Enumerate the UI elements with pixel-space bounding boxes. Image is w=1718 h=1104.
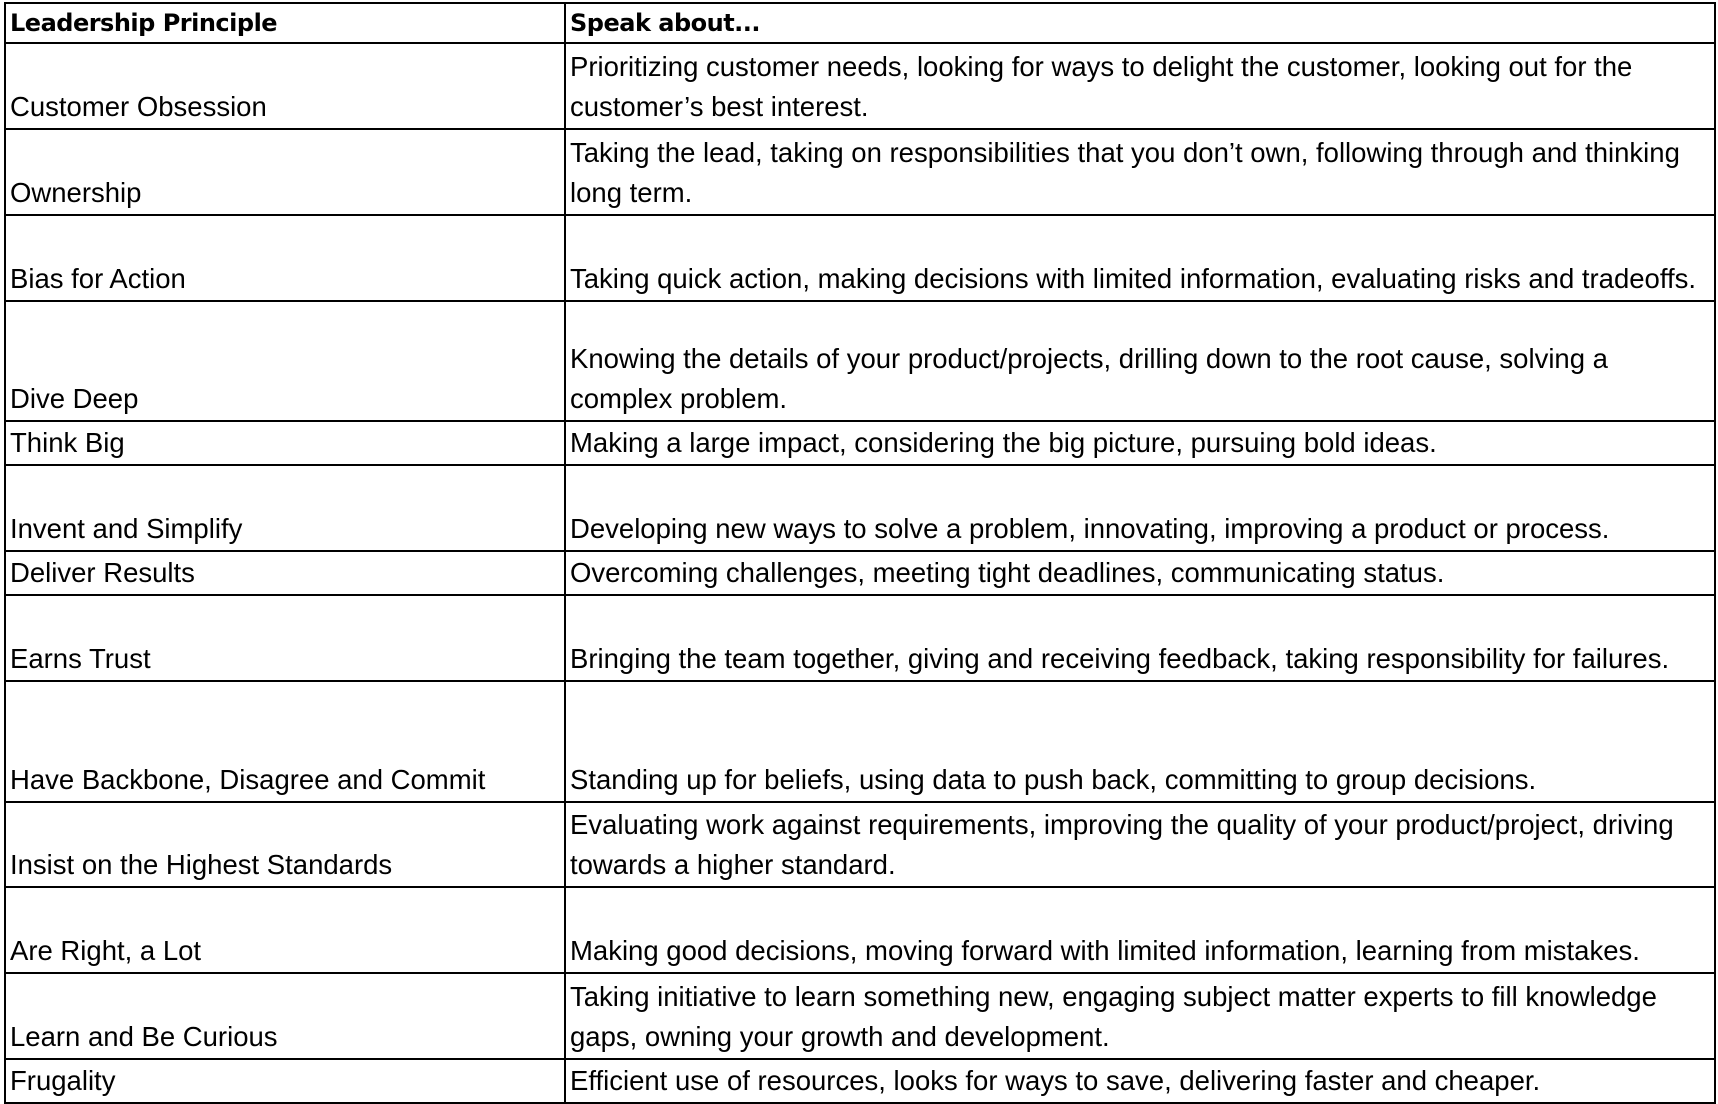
speak-about-cell[interactable]: Efficient use of resources, looks for ways to save, delivering faster and cheaper. [565, 1059, 1715, 1103]
speak-about-cell[interactable]: Overcoming challenges, meeting tight deadlines, communicating status. [565, 551, 1715, 595]
table-row [5, 301, 1715, 421]
table-row [5, 43, 1715, 129]
principle-cell[interactable]: Ownership [5, 129, 565, 215]
header-speak-about[interactable]: Speak about... [565, 3, 1715, 43]
table-row [5, 973, 1715, 1059]
principle-cell[interactable]: Are Right, a Lot [5, 887, 565, 973]
speak-about-cell[interactable]: Prioritizing customer needs, looking for ways to delight the customer, looking out for the customer’s best interest. [565, 43, 1715, 129]
table-row [5, 465, 1715, 551]
speak-about-cell[interactable]: Evaluating work against requirements, improving the quality of your product/project, driving towards a higher standard. [565, 802, 1715, 887]
principle-cell[interactable]: Earns Trust [5, 595, 565, 681]
table-row [5, 595, 1715, 681]
speak-about-cell[interactable]: Taking quick action, making decisions with limited information, evaluating risks and tradeoffs. [565, 215, 1715, 301]
principle-cell[interactable]: Frugality [5, 1059, 565, 1103]
speak-about-cell[interactable]: Making a large impact, considering the big picture, pursuing bold ideas. [565, 421, 1715, 465]
table-row [5, 421, 1715, 465]
table-row [5, 1059, 1715, 1103]
principle-cell[interactable]: Think Big [5, 421, 565, 465]
principle-cell[interactable]: Dive Deep [5, 301, 565, 421]
principle-cell[interactable]: Deliver Results [5, 551, 565, 595]
speak-about-cell[interactable]: Taking initiative to learn something new, engaging subject matter experts to fill knowledge gaps, owning your growth and development. [565, 973, 1715, 1059]
speak-about-cell[interactable]: Taking the lead, taking on responsibilities that you don’t own, following through and thinking long term. [565, 129, 1715, 215]
speak-about-cell[interactable]: Bringing the team together, giving and receiving feedback, taking responsibility for failures. [565, 595, 1715, 681]
table-row [5, 551, 1715, 595]
table-row [5, 887, 1715, 973]
table-row [5, 215, 1715, 301]
header-leadership-principle[interactable]: Leadership Principle [5, 3, 565, 43]
speak-about-cell[interactable]: Knowing the details of your product/projects, drilling down to the root cause, solving a complex problem. [565, 301, 1715, 421]
table-row [5, 681, 1715, 802]
principle-cell[interactable]: Customer Obsession [5, 43, 565, 129]
principle-cell[interactable]: Insist on the Highest Standards [5, 802, 565, 887]
leadership-principles-table [4, 2, 1716, 1104]
principle-cell[interactable]: Bias for Action [5, 215, 565, 301]
speak-about-cell[interactable]: Developing new ways to solve a problem, innovating, improving a product or process. [565, 465, 1715, 551]
header-row [5, 3, 1715, 43]
principle-cell[interactable]: Invent and Simplify [5, 465, 565, 551]
principle-cell[interactable]: Have Backbone, Disagree and Commit [5, 681, 565, 802]
table-row [5, 129, 1715, 215]
table-row [5, 802, 1715, 887]
principle-cell[interactable]: Learn and Be Curious [5, 973, 565, 1059]
speak-about-cell[interactable]: Making good decisions, moving forward with limited information, learning from mistakes. [565, 887, 1715, 973]
speak-about-cell[interactable]: Standing up for beliefs, using data to push back, committing to group decisions. [565, 681, 1715, 802]
